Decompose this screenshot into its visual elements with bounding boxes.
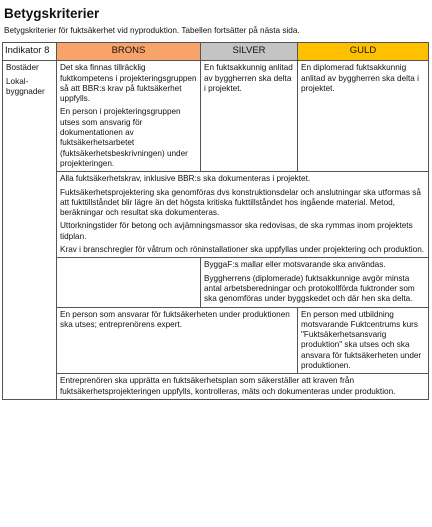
header-guld: GULD: [298, 43, 429, 61]
row1-brons-cell: [57, 61, 201, 172]
row2-text-2: Fuktsäkerhetsprojektering ska genomföras dvs konstruktionsdelar och anslutningar ska utformas så att fukttillståndet blir lägre än det högsta kritiska fukttillståndet hos ingående material. Metod, beräkningar och resultat ska dokumenteras.: [60, 187, 421, 218]
row2-text-4: Krav i branschregler för våtrum och röninstallationer ska uppfyllas under projektering och produktion.: [60, 245, 425, 255]
page-title: Betygskriterier: [4, 6, 100, 21]
table-row: [3, 61, 429, 172]
table-row: [3, 307, 429, 374]
row1-silver-cell: En fuktsakkunnig anlitad av byggherren ska delta i projektet.: [201, 61, 298, 172]
row5-cell: Entreprenören ska upprätta en fuktsäkerhetsplan som säkerställer att kraven från fuktsäkerhetsprojekteringen uppfylls, kontrolleras, mäts och dokumenteras under produktion.: [57, 374, 429, 400]
row2-text-1: Alla fuktsäkerhetskrav, inklusive BBR:s ska dokumenteras i projektet.: [60, 174, 311, 184]
row3-text-1: ByggaF:s mallar eller motsvarande ska användas.: [204, 260, 386, 270]
row4-guld-cell: En person med utbildning motsvarande Fuktcentrums kurs "Fuktsäkerhetsansvarig produktion" ska utses och ska ansvara för fuktsäkerheten under produktionen.: [298, 307, 429, 374]
page-subtitle: Betygskriterier för fuktsäkerhet vid nyproduktion. Tabellen fortsätter på nästa sida.: [4, 26, 300, 35]
row2-cell: [57, 172, 429, 258]
row3-text-2: Byggherrens (diplomerade) fuktsakkunnige avgör minsta antal arbetsberedningar och protokollförda fuktronder som ska genomföras under byggskedet och där hen ska delta.: [204, 273, 415, 304]
table-row: [3, 374, 429, 400]
header-row: [3, 43, 429, 61]
header-indicator: Indikator 8: [3, 43, 57, 61]
row4-brons-silver-cell: En person som ansvarar för fuktsäkerheten under produktionen ska utses; entreprenörens expert.: [57, 307, 298, 374]
row1-brons-text-1: Det ska finnas tillräcklig fuktkompetens i projekteringsgruppen så att BBR:s krav på fuktsäkerhet uppfylls.: [60, 63, 197, 104]
criteria-table: [2, 42, 429, 400]
row-label-lokalbyggnader: Lokal-byggnader: [6, 76, 45, 96]
header-silver: SILVER: [201, 43, 298, 61]
row1-guld-cell: En diplomerad fuktsakkunnig anlitad av byggherren ska delta i projektet.: [298, 61, 429, 172]
table-row: [3, 172, 429, 258]
row2-text-3: Uttorkningstider för betong och avjämningsmassor ska redovisas, de ska rymmas inom projektets tidplan.: [60, 221, 413, 241]
row-label-cell: [3, 61, 57, 400]
row3-brons-empty-cell: [57, 258, 201, 307]
row-label-bostader: Bostäder: [6, 63, 39, 73]
table-row: [3, 258, 429, 307]
row3-silver-guld-cell: [201, 258, 429, 307]
header-brons: BRONS: [57, 43, 201, 61]
row1-brons-text-2: En person i projekteringsgruppen utses som ansvarig för dokumentationen av fuktsäkerhetsarbetet (fuktsäkerhetsbeskrivningen) under projekteringen.: [60, 107, 188, 168]
